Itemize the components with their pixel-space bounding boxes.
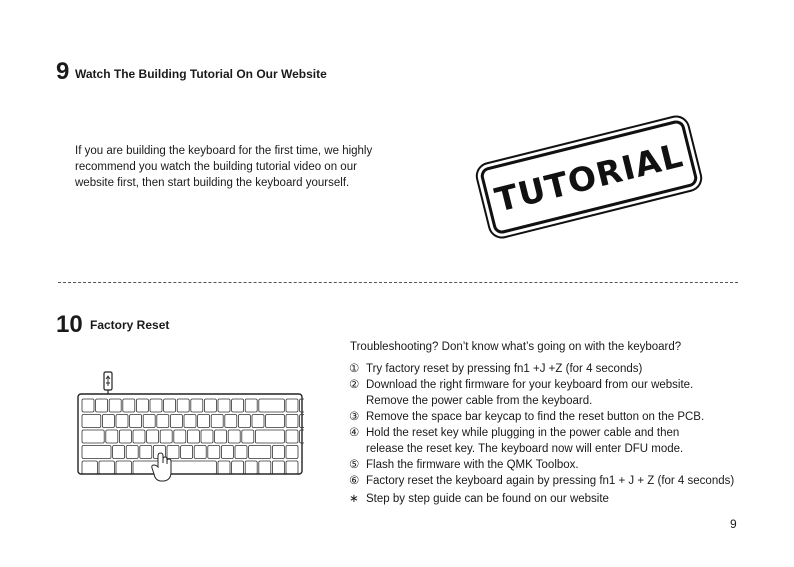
keycap: [245, 461, 257, 474]
keycap: [187, 430, 199, 443]
step-marker: ①: [349, 363, 360, 375]
usb-cable-icon: [104, 372, 112, 394]
step-item: [349, 409, 749, 425]
tutorial-stamp: [479, 119, 699, 236]
step-item: [349, 377, 749, 409]
section-9-paragraph: [75, 143, 372, 191]
keycap: [133, 461, 216, 474]
keycap: [174, 430, 186, 443]
keycap: [82, 446, 111, 459]
step-text-continued: Remove the power cable from the keyboard.: [366, 395, 593, 407]
keycap: [252, 415, 264, 428]
paragraph-line: website first, then start building the keyboard yourself.: [75, 177, 350, 189]
keycap: [143, 415, 155, 428]
keycap: [259, 461, 271, 474]
keycap: [102, 415, 114, 428]
keycap: [184, 415, 196, 428]
keycap: [167, 446, 179, 459]
keycap: [215, 430, 227, 443]
tutorial-stamp-text: TUTORIAL: [491, 134, 687, 220]
section-9-number: 9: [56, 58, 70, 85]
keyboard-illustration: [76, 368, 304, 488]
keycap: [82, 430, 104, 443]
keycap: [160, 430, 172, 443]
keycap: [191, 399, 203, 412]
keycap: [201, 430, 213, 443]
keycap: [82, 415, 101, 428]
keycap: [157, 415, 169, 428]
keycap: [272, 446, 284, 459]
keycap: [221, 446, 233, 459]
step-text: Flash the firmware with the QMK Toolbox.: [366, 459, 579, 471]
keyboard-keys: [82, 399, 304, 474]
keycap: [147, 430, 159, 443]
keycap: [170, 415, 182, 428]
keycap: [150, 399, 162, 412]
step-marker: ⑤: [349, 459, 360, 471]
keycap: [259, 399, 285, 412]
keycap: [228, 430, 240, 443]
step-marker: ③: [349, 411, 360, 423]
step-text: Factory reset the keyboard again by pressing fn1 + J + Z (for 4 seconds): [366, 475, 735, 487]
keycap: [113, 446, 125, 459]
keycap: [164, 399, 176, 412]
step-marker: ④: [349, 427, 360, 439]
paragraph-line: If you are building the keyboard for the first time, we highly: [75, 145, 373, 157]
step-marker: ②: [349, 379, 360, 391]
step-marker: ⑥: [349, 475, 360, 487]
keycap: [255, 430, 284, 443]
keycap: [123, 399, 135, 412]
keycap: [286, 461, 298, 474]
keycap: [177, 399, 189, 412]
keycap: [232, 461, 244, 474]
keycap: [130, 415, 142, 428]
keycap: [266, 415, 285, 428]
keycap: [286, 430, 298, 443]
keycap: [133, 430, 145, 443]
step-text: Download the right firmware for your keyboard from our website.: [366, 379, 694, 391]
step-text: Step by step guide can be found on our website: [366, 493, 609, 505]
keycap: [106, 430, 118, 443]
keycap: [232, 399, 244, 412]
step-item: [349, 473, 749, 489]
page-number: 9: [730, 517, 737, 531]
step-text: Try factory reset by pressing fn1 +J +Z (for 4 seconds): [366, 363, 643, 375]
keycap: [82, 399, 94, 412]
keycap: [238, 415, 250, 428]
keycap: [204, 399, 216, 412]
keycap: [211, 415, 223, 428]
keycap: [181, 446, 193, 459]
keycap: [109, 399, 121, 412]
paragraph-line: recommend you watch the building tutorial video on our: [75, 161, 357, 173]
section-10-title: Factory Reset: [90, 318, 170, 332]
keycap: [96, 399, 108, 412]
step-text: Hold the reset key while plugging in the power cable and then: [366, 427, 680, 439]
step-item: [349, 457, 749, 473]
reset-steps-list: [349, 361, 749, 507]
keycap: [242, 430, 254, 443]
step-item: [349, 425, 749, 457]
hand-pointer-icon: [152, 453, 171, 481]
keycap: [235, 446, 247, 459]
keycap: [82, 461, 97, 474]
keycap: [272, 461, 284, 474]
keycap: [286, 415, 298, 428]
keycap: [99, 461, 114, 474]
keycap: [126, 446, 138, 459]
section-divider: [58, 282, 738, 283]
keycap: [245, 399, 257, 412]
section-9-title: Watch The Building Tutorial On Our Website: [75, 67, 327, 81]
keycap: [136, 399, 148, 412]
keycap: [249, 446, 271, 459]
section-10-number: 10: [56, 311, 83, 338]
step-item: [349, 361, 749, 377]
keycap: [198, 415, 210, 428]
keycap: [286, 399, 298, 412]
keycap: [286, 446, 298, 459]
troubleshooting-question: Troubleshooting? Don’t know what’s going on with the keyboard?: [350, 341, 682, 353]
keycap: [194, 446, 206, 459]
keyboard-outline: [78, 394, 302, 474]
step-text-continued: release the reset key. The keyboard now will enter DFU mode.: [366, 443, 684, 455]
step-item: [349, 491, 749, 507]
step-text: Remove the space bar keycap to find the reset button on the PCB.: [366, 411, 705, 423]
keycap: [119, 430, 131, 443]
keycap: [208, 446, 220, 459]
keycap: [116, 461, 131, 474]
keycap: [116, 415, 128, 428]
keycap: [218, 399, 230, 412]
keycap: [140, 446, 152, 459]
step-marker: ∗: [349, 493, 359, 505]
keycap: [225, 415, 237, 428]
keycap: [218, 461, 230, 474]
